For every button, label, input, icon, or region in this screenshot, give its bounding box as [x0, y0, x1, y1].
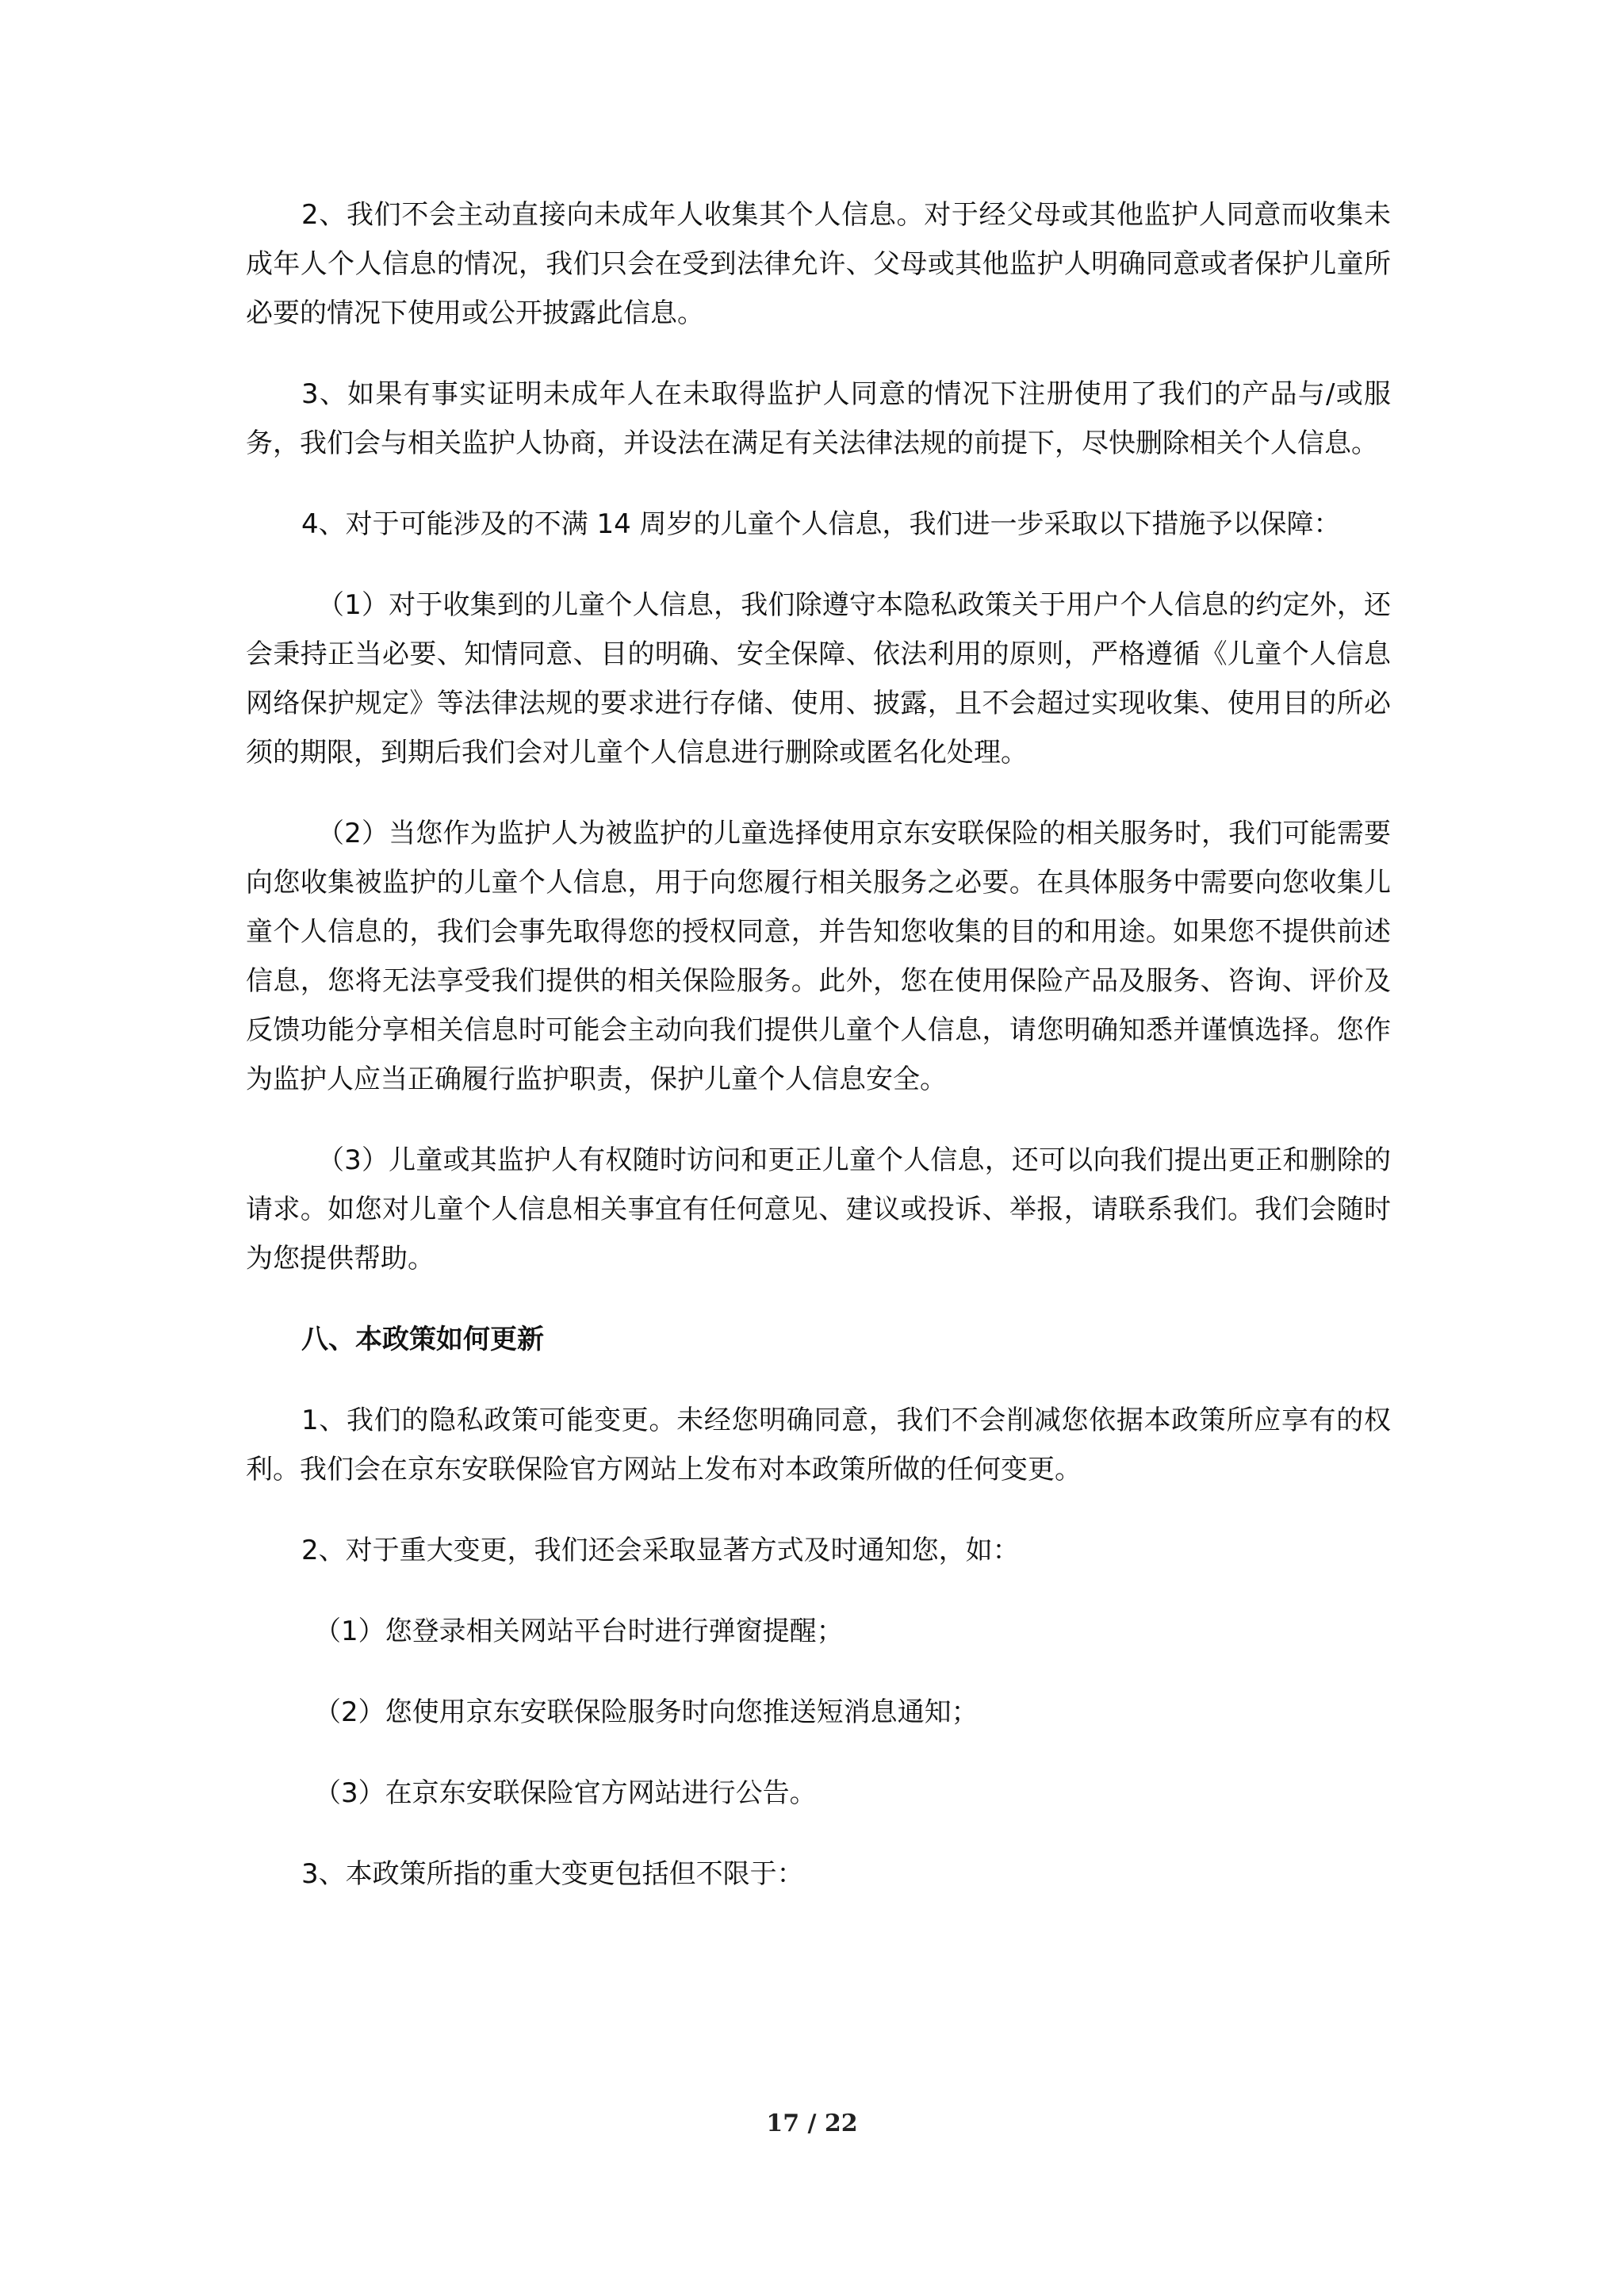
- paragraph-minor-info-collection: 2、我们不会主动直接向未成年人收集其个人信息。对于经父母或其他监护人同意而收集未成年人个人信息的情况，我们只会在受到法律允许、父母或其他监护人明确同意或者保护儿童所必要的情况下使用或公开披露此信息。: [246, 199, 1391, 329]
- document-body: [246, 190, 1391, 1930]
- paragraph-child-measure-1: （1）对于收集到的儿童个人信息，我们除遵守本隐私政策关于用户个人信息的约定外，还会秉持正当必要、知情同意、目的明确、安全保障、依法利用的原则，严格遵循《儿童个人信息网络保护规定》等法律法规的要求进行存储、使用、披露，且不会超过实现收集、使用目的所必须的期限，到期后我们会对儿童个人信息进行删除或匿名化处理。: [246, 589, 1391, 769]
- page-number: 17 / 22: [766, 2110, 858, 2137]
- paragraph-major-change-scope: 3、本政策所指的重大变更包括但不限于：: [301, 1858, 804, 1890]
- list-item-website-announcement: （3）在京东安联保险官方网站进行公告。: [314, 1777, 817, 1809]
- paragraph-child-measures: 4、对于可能涉及的不满 14 周岁的儿童个人信息，我们进一步采取以下措施予以保障：: [301, 508, 1341, 540]
- paragraph-child-measure-2: （2）当您作为监护人为被监护的儿童选择使用京东安联保险的相关服务时，我们可能需要向您收集被监护的儿童个人信息，用于向您履行相关服务之必要。在具体服务中需要向您收集儿童个人信息的，我们会事先取得您的授权同意，并告知您收集的目的和用途。如果您不提供前述信息，您将无法享受我们提供的相关保险服务。此外，您在使用保险产品及服务、咨询、评价及反馈功能分享相关信息时可能会主动向我们提供儿童个人信息，请您明确知悉并谨慎选择。您作为监护人应当正确履行监护职责，保护儿童个人信息安全。: [246, 818, 1391, 1095]
- paragraph-major-change-notice: 2、对于重大变更，我们还会采取显著方式及时通知您，如：: [301, 1535, 1020, 1566]
- paragraph-policy-change: 1、我们的隐私政策可能变更。未经您明确同意，我们不会削减您依据本政策所应享有的权利。我们会在京东安联保险官方网站上发布对本政策所做的任何变更。: [246, 1405, 1391, 1485]
- section-heading: 八、本政策如何更新: [301, 1324, 544, 1355]
- paragraph-child-measure-3: （3）儿童或其监护人有权随时访问和更正儿童个人信息，还可以向我们提出更正和删除的请求。如您对儿童个人信息相关事宜有任何意见、建议或投诉、举报，请联系我们。我们会随时为您提供帮助。: [246, 1144, 1391, 1274]
- paragraph-minor-registration: 3、如果有事实证明未成年人在未取得监护人同意的情况下注册使用了我们的产品与/或服务，我们会与相关监护人协商，并设法在满足有关法律法规的前提下，尽快删除相关个人信息。: [246, 378, 1391, 459]
- list-item-sms-notice: （2）您使用京东安联保险服务时向您推送短消息通知；: [314, 1696, 979, 1728]
- list-item-popup-reminder: （1）您登录相关网站平台时进行弹窗提醒；: [314, 1616, 844, 1647]
